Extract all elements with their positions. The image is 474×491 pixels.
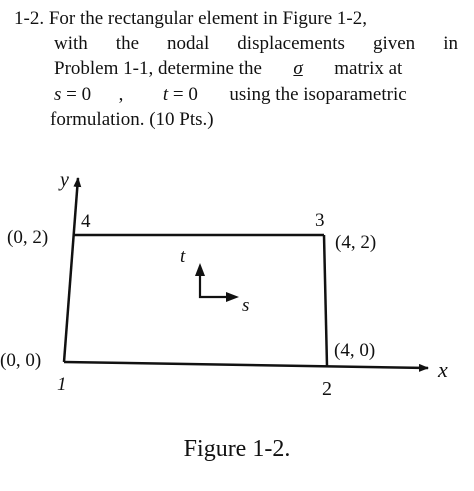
s-axis-label: s xyxy=(242,295,250,316)
element-edge-right xyxy=(324,235,327,366)
node-1-number: 1 xyxy=(57,374,67,395)
node-2-coord: (4, 0) xyxy=(334,340,376,361)
problem-line-5-text: formulation. (10 Pts.) xyxy=(50,109,214,130)
y-axis-label: y xyxy=(60,169,69,191)
x-axis-label: x xyxy=(438,357,448,382)
problem-line-2-text: with the nodal displacements given in xyxy=(54,33,458,54)
node-2-number: 2 xyxy=(322,378,332,400)
node-3-number: 3 xyxy=(315,210,325,231)
t-variable: t xyxy=(162,84,169,105)
problem-line-3-text-a: Problem 1-1, determine the xyxy=(54,58,262,79)
s-variable: s xyxy=(54,84,62,105)
node-4-number: 4 xyxy=(81,211,91,232)
t-equals-zero: = 0 xyxy=(172,84,198,105)
problem-line-4-text: using the isoparametric xyxy=(229,84,407,105)
t-axis-label: t xyxy=(180,246,186,267)
node-4-coord: (0, 2) xyxy=(7,227,49,248)
t-axis-arrowhead xyxy=(195,263,205,276)
s-equals-zero: = 0 xyxy=(66,84,92,105)
node-1-coord: (0, 0) xyxy=(0,350,42,371)
x-axis-arrow xyxy=(64,362,428,368)
problem-line-1-text: 1-2. For the rectangular element in Figure 1-2, xyxy=(14,8,367,29)
comma-separator: , xyxy=(118,84,124,105)
local-st-axes xyxy=(200,273,228,297)
figure-caption: Figure 1-2. xyxy=(183,436,291,462)
node-3-coord: (4, 2) xyxy=(335,232,377,253)
s-axis-arrowhead xyxy=(226,292,239,302)
problem-line-3-text-b: matrix at xyxy=(334,58,403,79)
sigma-symbol: σ xyxy=(293,58,303,79)
y-axis-arrow xyxy=(64,178,78,362)
